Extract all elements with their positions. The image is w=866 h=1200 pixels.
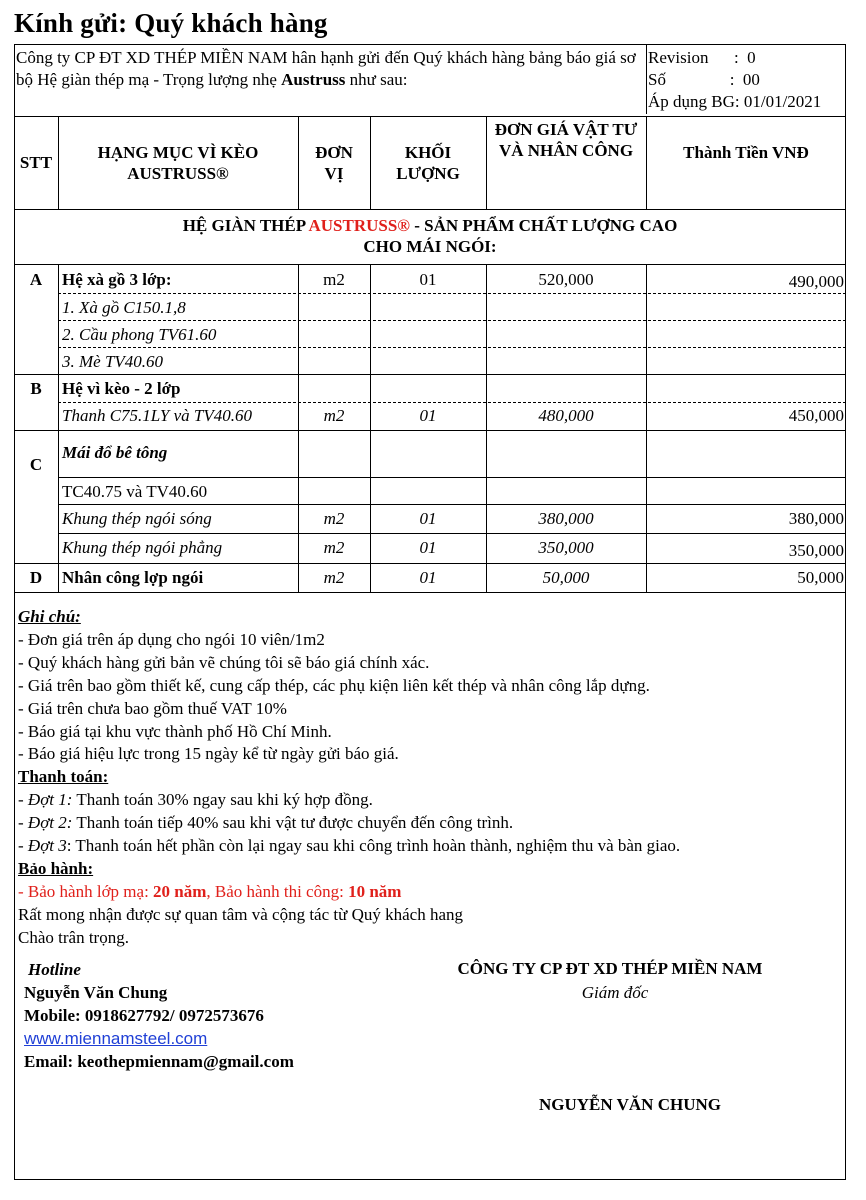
col-line (298, 116, 299, 209)
row-c-name: Mái đổ bê tông (62, 443, 168, 462)
col-line (646, 116, 647, 209)
row-c1-name: TC40.75 và TV40.60 (62, 482, 208, 501)
col-line (486, 116, 487, 209)
row-b1-price: 480,000 (538, 406, 594, 425)
header-khoi-luong: KHỐI LƯỢNG (396, 143, 460, 183)
row-line (58, 402, 846, 403)
note-line: - Đơn giá trên áp dụng cho ngói 10 viên/1m2 (18, 629, 325, 649)
note-line: - Giá trên chưa bao gồm thuế VAT 10% (18, 698, 287, 718)
warranty-v2: 10 năm (348, 881, 402, 901)
col-line (58, 264, 59, 592)
row-a-price: 520,000 (538, 270, 594, 289)
row-c2-qty: 01 (419, 509, 437, 528)
contact-block (24, 958, 294, 1073)
warranty-p2: , Bảo hành thi công: (206, 881, 349, 901)
table-top-line (14, 116, 846, 117)
row-line (58, 293, 846, 294)
payment-text: Thanh toán 30% ngay sau khi ký hợp đồng. (72, 790, 373, 810)
row-b1-total: 450,000 (788, 406, 844, 425)
contact-name: Nguyễn Văn Chung (24, 983, 168, 1002)
row-a-qty: 01 (419, 270, 437, 289)
row-d-price: 50,000 (542, 568, 590, 587)
intro-paragraph (16, 47, 646, 91)
table-banner (14, 215, 846, 257)
col-line (58, 116, 59, 209)
row-b1-qty: 01 (419, 406, 437, 425)
row-c3-name: Khung thép ngói phẳng (62, 538, 223, 557)
row-c2-price: 380,000 (538, 509, 594, 528)
page-title: Kính gửi: Quý khách hàng (14, 8, 328, 38)
meta-revision: Revision : 0 (648, 48, 756, 67)
header-don-vi: ĐƠN VỊ (315, 143, 353, 183)
header-stt: STT (19, 153, 53, 172)
row-b1-unit: m2 (323, 406, 345, 425)
meta-divider (646, 44, 647, 114)
closing-line: Rất mong nhận được sự quan tâm và cộng tác từ Quý khách hang (18, 904, 463, 924)
ghichu-title: Ghi chú: (18, 607, 81, 626)
warranty-p1: - Bảo hành lớp mạ: (18, 881, 154, 901)
row-a2-name: 2. Cầu phong TV61.60 (62, 325, 217, 344)
row-d-total: 50,000 (797, 568, 844, 587)
signature-role: Giám đốc (581, 983, 649, 1002)
row-a-total: 490,000 (788, 272, 844, 291)
row-d-name: Nhân công lợp ngói (62, 568, 204, 587)
contact-hotline: Hotline (28, 960, 81, 979)
row-line (58, 533, 846, 534)
intro-text-after: như sau: (345, 70, 408, 89)
meta-block (648, 47, 821, 113)
header-hang-muc: HẠNG MỤC VÌ KÈO AUSTRUSS® (97, 143, 259, 183)
row-d-qty: 01 (419, 568, 437, 587)
row-line (58, 504, 846, 505)
warranty-v1: 20 năm (153, 881, 207, 901)
row-a-name: Hệ xà gồ 3 lớp: (62, 270, 172, 289)
contact-mobile: Mobile: 0918627792/ 0972573676 (24, 1006, 264, 1025)
header-bottom-line (14, 209, 846, 210)
signature-name: NGUYỄN VĂN CHUNG (539, 1095, 721, 1114)
banner-brand: AUSTRUSS® (308, 216, 411, 235)
payment-line: - Đợt 1: Thanh toán 30% ngay sau khi ký hợp đồng. (18, 790, 373, 810)
row-line (14, 563, 846, 564)
row-b-name: Hệ vì kèo - 2 lớp (62, 379, 181, 398)
warranty-line (18, 881, 848, 904)
payment-text: : Thanh toán hết phần còn lại ngay sau khi công trình hoàn thành, nghiệm thu và bàn giao. (66, 836, 681, 856)
header-thanh-tien: Thành Tiền VNĐ (683, 143, 809, 162)
row-c2-unit: m2 (323, 509, 345, 528)
col-line (370, 116, 371, 209)
banner-part2: - SẢN PHẨM CHẤT LƯỢNG CAO (410, 216, 678, 235)
row-a1-name: 1. Xà gồ C150.1,8 (62, 298, 186, 317)
row-c3-total: 350,000 (788, 541, 844, 560)
meta-apdung: Áp dụng BG: 01/01/2021 (648, 92, 822, 111)
thanhtoan-title: Thanh toán: (18, 767, 109, 787)
col-line (646, 264, 647, 592)
row-line (58, 347, 846, 348)
note-line: - Báo giá hiệu lực trong 15 ngày kể từ ngày gửi báo giá. (18, 744, 399, 764)
row-line (14, 374, 846, 375)
row-line (58, 477, 846, 478)
payment-label: Đợt 1: (27, 790, 73, 810)
row-b1-name: Thanh C75.1LY và TV40.60 (62, 406, 252, 425)
website-link[interactable]: www.miennamsteel.com (24, 1029, 208, 1048)
intro-brand: Austruss (281, 70, 346, 89)
banner-part1: HỆ GIÀN THÉP (182, 216, 309, 235)
baohanh-title: Bảo hành: (18, 858, 94, 878)
banner-bottom-line (14, 264, 846, 265)
row-c3-unit: m2 (323, 538, 345, 557)
banner-line2: CHO MÁI NGÓI: (363, 237, 497, 256)
table-bottom-line (14, 592, 846, 593)
row-line (58, 320, 846, 321)
payment-label: Đợt 2: (27, 813, 73, 833)
payment-text: Thanh toán tiếp 40% sau khi vật tư được chuyển đến công trình. (72, 813, 514, 833)
row-d-unit: m2 (323, 568, 345, 587)
row-a-stt: A (29, 270, 43, 289)
payment-line: - Đợt 2: Thanh toán tiếp 40% sau khi vật tư được chuyển đến công trình. (18, 813, 514, 833)
note-line: - Quý khách hàng gửi bản vẽ chúng tôi sẽ báo giá chính xác. (18, 652, 430, 672)
note-line: - Báo giá tại khu vực thành phố Hồ Chí Minh. (18, 721, 332, 741)
header-don-gia: ĐƠN GIÁ VẬT TƯ VÀ NHÂN CÔNG (494, 120, 638, 160)
row-b-stt: B (30, 379, 42, 398)
payment-label: Đợt 3 (27, 836, 67, 856)
row-d-stt: D (29, 568, 43, 587)
row-line (14, 430, 846, 431)
row-c2-name: Khung thép ngói sóng (62, 509, 212, 528)
notes-section (18, 606, 848, 950)
intro-text-before: Công ty CP ĐT XD THÉP MIỀN NAM hân hạnh gửi đến Quý khách hàng bảng báo giá sơ bộ Hệ giàn thép mạ - Trọng lượng nhẹ (16, 48, 636, 89)
meta-so: Số : 00 (648, 70, 760, 89)
signature-company: CÔNG TY CP ĐT XD THÉP MIỀN NAM (457, 959, 763, 978)
note-line: - Giá trên bao gồm thiết kế, cung cấp thép, các phụ kiện liên kết thép và nhân công lắp dựng. (18, 675, 650, 695)
payment-line: - Đợt 3: Thanh toán hết phần còn lại ngay sau khi công trình hoàn thành, nghiệm thu và bàn giao. (18, 836, 681, 856)
row-c3-qty: 01 (419, 538, 437, 557)
closing-line: Chào trân trọng. (18, 927, 129, 947)
row-c3-price: 350,000 (538, 538, 594, 557)
row-a3-name: 3. Mè TV40.60 (62, 352, 164, 371)
contact-email: Email: keothepmiennam@gmail.com (24, 1052, 294, 1071)
row-c-stt: C (29, 455, 43, 474)
row-a-unit: m2 (323, 270, 345, 289)
row-c2-total: 380,000 (788, 509, 844, 528)
